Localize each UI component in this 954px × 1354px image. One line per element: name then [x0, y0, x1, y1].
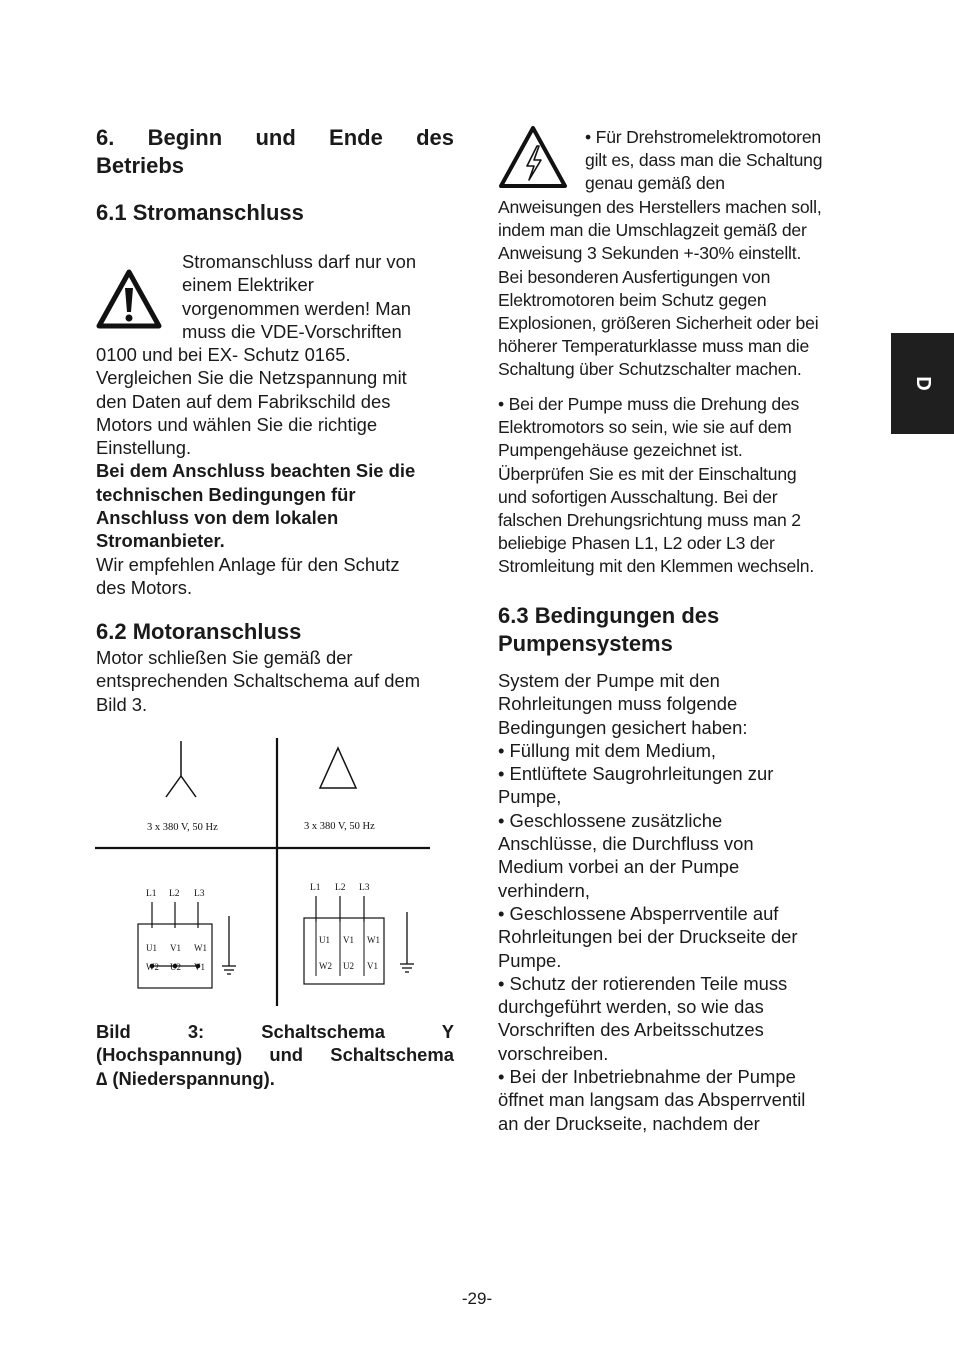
pumpensystem-body: System der Pumpe mit den Rohrleitungen muss folgende Bedingungen gesichert haben: • Füllung mit dem Medium, • Entlüftete Saugrohrleitungen zur Pumpe, • Geschlossene zusätzliche Anschlüsse, die Durchfluss von Medium vorbei an der Pumpe verhindern, • Geschlossene Absperrventile auf Rohrleitungen bei der Druckseite der Pumpe. • Schutz der rotierenden Teile muss durchgeführt werden, so wie das Vorschriften des Arbeitsschutzes vorschreiben. • Bei der Inbetriebnahme der Pumpe öffnet man langsam das Absperrventil an der Druckseite, nachdem der — [498, 670, 806, 1134]
right-term-w2: W2 — [319, 961, 332, 971]
stromanschluss-wrap-text: Stromanschluss darf nur von einem Elektriker vorgenommen werden! Man muss die VDE-Vorschriften — [182, 251, 417, 342]
section-6-heading: 6. Beginn und Ende des Betriebs — [96, 125, 454, 178]
left-term-u1: U1 — [146, 943, 157, 953]
left-phase-l3: L3 — [194, 889, 205, 899]
stromanschluss-body: 0100 und bei EX- Schutz 0165. Vergleichen Sie die Netzspannung mit den Daten auf dem Fabrikschild des Motors und wählen Sie die richtige Einstellung. Bei dem Anschluss beachten Sie die technischen Bedingungen für Anschluss von dem lokalen Stromanbieter. Wir empfehlen Anlage für den Schutz des Motors. — [96, 343, 454, 599]
left-phase-l2: L2 — [169, 889, 180, 899]
pumpe-drehung-body: • Bei der Pumpe muss die Drehung des Elektromotors so sein, wie sie auf dem Pumpengehäuse gezeichnet ist. Überprüfen Sie es mit der Einschaltung und sofortigen Ausschaltung. Bei der falschen Drehungsrichtung muss man 2 beliebige Phasen L1, L2 oder L3 der Stromleitung mit den Klemmen wechseln. — [498, 394, 815, 577]
warning-exclamation-icon — [95, 268, 163, 330]
left-term-v1b: V1 — [194, 962, 205, 972]
left-phase-l1: L1 — [146, 889, 157, 899]
right-term-u1: U1 — [319, 935, 330, 945]
right-term-u2: U2 — [343, 961, 354, 971]
motoranschluss-body: Motor schließen Sie gemäß der entsprechenden Schaltschema auf dem Bild 3. — [96, 647, 421, 715]
right-phase-l2: L2 — [335, 883, 346, 893]
right-phase-l3: L3 — [359, 883, 370, 893]
language-tab-d: D — [891, 333, 954, 434]
high-voltage-warning-icon — [497, 124, 569, 190]
left-term-v1: V1 — [170, 943, 181, 953]
right-voltage-label: 3 x 380 V, 50 Hz — [304, 821, 375, 832]
left-term-w1: W1 — [194, 943, 207, 953]
right-term-w1: W1 — [367, 935, 380, 945]
section-6-3-heading: 6.3 Bedingungen des Pumpensystems — [498, 603, 720, 656]
left-voltage-label: 3 x 380 V, 50 Hz — [147, 822, 218, 833]
drehstrom-body: Anweisungen des Herstellers machen soll, indem man die Umschlagzeit gemäß der Anweisung 3 Sekunden +-30% einstellt. Bei besonderen Ausfertigungen von Elektromotoren beim Schutz gegen Explosionen, größeren Sicherheit oder bei höherer Temperaturklasse muss man die Schaltung über Schutzschalter machen. — [498, 197, 822, 380]
star-connection-symbol — [166, 741, 196, 797]
section-6-2-heading: 6.2 Motoranschluss — [96, 619, 302, 644]
drehstrom-wrap-text: • Für Drehstromelektromotoren gilt es, dass man die Schaltung genau gemäß den — [585, 127, 823, 194]
left-term-u2: U2 — [170, 962, 181, 972]
figure-caption: Bild 3: Schaltschema Y (Hochspannung) und Schaltschema ∆ (Niederspannung). — [96, 1021, 454, 1089]
right-term-v1: V1 — [343, 935, 354, 945]
right-term-v1b: V1 — [367, 961, 378, 971]
anschluss-bold-note: Bei dem Anschluss beachten Sie die technischen Bedingungen für Anschluss von dem lokalen Stromanbieter. — [96, 460, 416, 552]
right-phase-l1: L1 — [310, 883, 321, 893]
wiring-diagram — [94, 736, 434, 1008]
delta-connection-symbol — [320, 748, 356, 788]
page-number: -29- — [461, 1289, 493, 1308]
section-6-1-heading: 6.1 Stromanschluss — [96, 200, 304, 225]
left-term-w2: W2 — [146, 962, 159, 972]
